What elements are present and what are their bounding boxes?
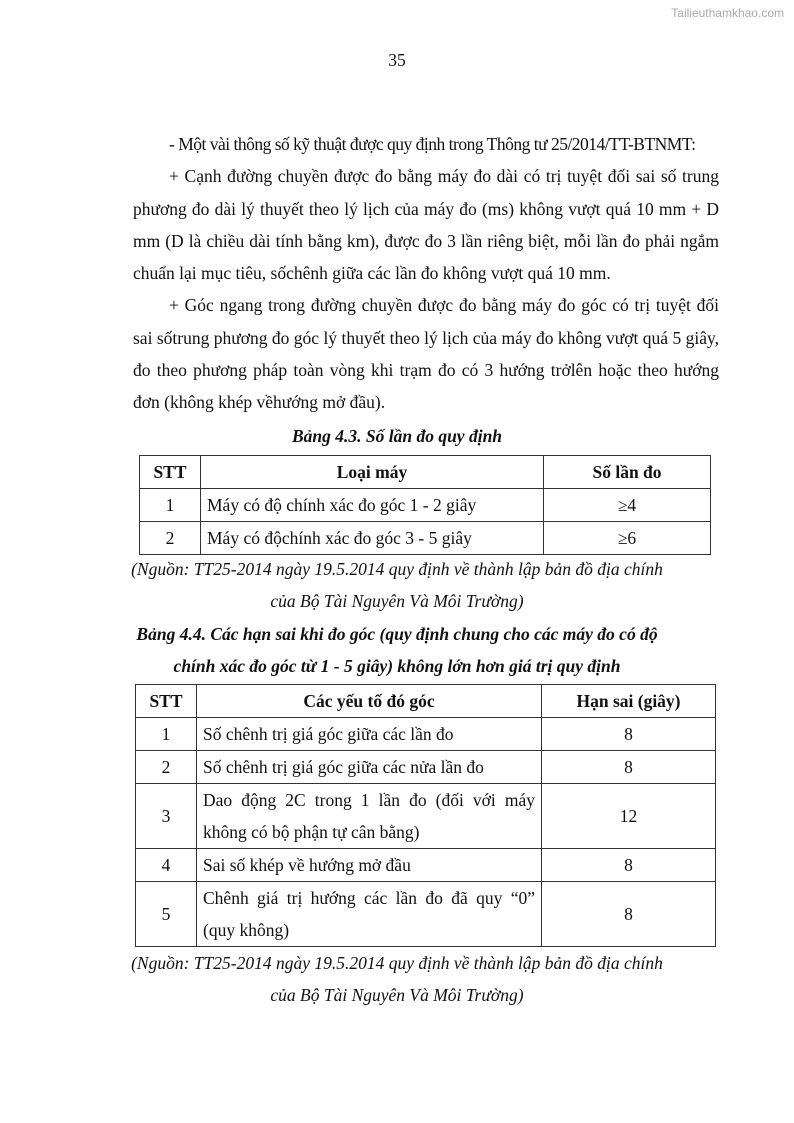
table-4-4 — [135, 684, 716, 947]
cell: 5 — [136, 882, 197, 947]
header-cell: STT — [140, 456, 201, 489]
header-cell: Hạn sai (giây) — [542, 685, 716, 718]
header-cell: Loại máy — [201, 456, 544, 489]
cell: 1 — [140, 489, 201, 522]
header-cell: Các yếu tố đó góc — [197, 685, 542, 718]
table-row — [140, 522, 711, 555]
cell: 8 — [542, 849, 716, 882]
cell: Dao động 2C trong 1 lần đo (đối với máy không có bộ phận tự cân bằng) — [197, 784, 542, 849]
cell: 12 — [542, 784, 716, 849]
table-4-3 — [139, 455, 711, 555]
cell: 8 — [542, 882, 716, 947]
cell: Sai số khép về hướng mở đầu — [197, 849, 542, 882]
table2-caption: Bảng 4.4. Các hạn sai khi đo góc (quy định chung cho các máy đo có độ — [136, 624, 658, 644]
cell: 3 — [136, 784, 197, 849]
cell: Chênh giá trị hướng các lần đo đã quy “0” (quy không) — [197, 882, 542, 947]
cell: Máy có độ chính xác đo góc 1 - 2 giây — [201, 489, 544, 522]
cell: Số chênh trị giá góc giữa các lần đo — [197, 718, 542, 751]
table1-source: (Nguồn: TT25-2014 ngày 19.5.2014 quy định về thành lập bản đồ địa chính — [131, 559, 663, 579]
table-row — [136, 718, 716, 751]
cell: 1 — [136, 718, 197, 751]
cell: 2 — [136, 751, 197, 784]
table2-source: của Bộ Tài Nguyên Và Môi Trường) — [270, 985, 524, 1005]
cell: 4 — [136, 849, 197, 882]
paragraph: + Cạnh đường chuyền được đo bằng máy đo dài có trị tuyệt đối sai số trung phương đo dài lý thuyết theo lý lịch của máy đo (ms) không vượt quá 10 mm + D mm (D là chiều dài tính bằng km), được đo 3 lần riêng biệt, mỗi lần đo phải ngắm chuẩn lại mục tiêu, sốchênh giữa các lần đo không vượt quá 10 mm. — [133, 166, 719, 284]
cell: 2 — [140, 522, 201, 555]
body-text — [133, 128, 719, 419]
table-row — [136, 882, 716, 947]
table2-source: (Nguồn: TT25-2014 ngày 19.5.2014 quy định về thành lập bản đồ địa chính — [131, 953, 663, 973]
table-row — [136, 784, 716, 849]
page-number: 35 — [388, 50, 406, 70]
paragraph: + Góc ngang trong đường chuyền được đo bằng máy đo góc có trị tuyệt đối sai sốtrung phương đo góc lý thuyết theo lý lịch của máy đo không vượt quá 5 giây, đo theo phương pháp toàn vòng khi trạm đo có 3 hướng trởlên hoặc theo hướng đơn (không khép vềhướng mở đầu). — [133, 295, 719, 413]
table1-caption: Bảng 4.3. Số lần đo quy định — [291, 426, 503, 446]
table-header-row — [140, 456, 711, 489]
header-cell: STT — [136, 685, 197, 718]
table2-caption: chính xác đo góc từ 1 - 5 giây) không lớn hơn giá trị quy định — [173, 656, 621, 676]
table1-source: của Bộ Tài Nguyên Và Môi Trường) — [270, 591, 524, 611]
header-cell: Số lần đo — [544, 456, 711, 489]
paragraph: - Một vài thông số kỹ thuật được quy định trong Thông tư 25/2014/TT-BTNMT: — [169, 134, 696, 154]
cell: 8 — [542, 718, 716, 751]
cell: 8 — [542, 751, 716, 784]
cell: Máy có độchính xác đo góc 3 - 5 giây — [201, 522, 544, 555]
table-header-row — [136, 685, 716, 718]
cell: Số chênh trị giá góc giữa các nửa lần đo — [197, 751, 542, 784]
table-row — [140, 489, 711, 522]
cell: ≥6 — [544, 522, 711, 555]
cell: ≥4 — [544, 489, 711, 522]
table-row — [136, 849, 716, 882]
table-row — [136, 751, 716, 784]
watermark: Tailieuthamkhao.com — [671, 6, 784, 20]
